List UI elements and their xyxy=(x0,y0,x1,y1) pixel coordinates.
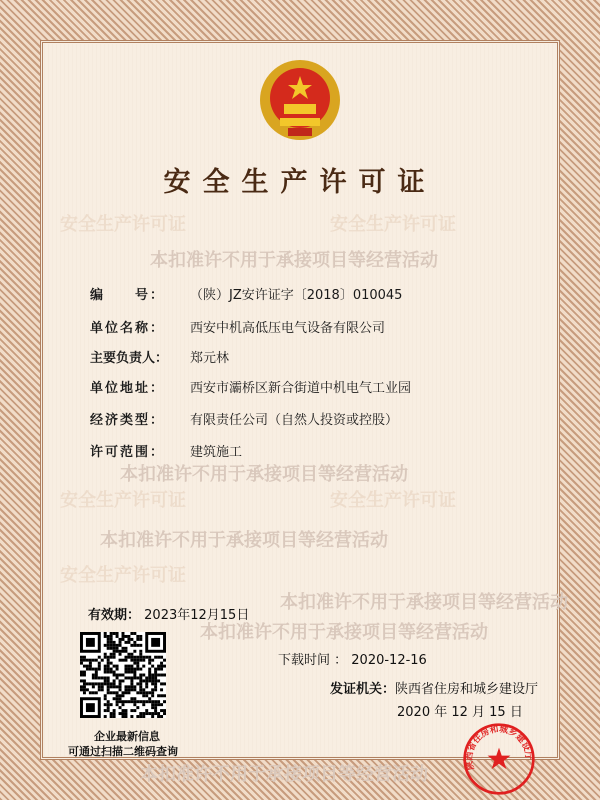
field-label: 主要负责人： xyxy=(90,351,169,366)
issuer-label: 发证机关： xyxy=(330,682,396,697)
validity-label: 有效期： xyxy=(88,608,141,623)
watermark: 本扣准许不用于承接项目等经营活动 xyxy=(150,250,438,271)
validity-value: 2023年12月15日 xyxy=(144,608,250,623)
watermark: 本扣准许不用于承接项目等经营活动 xyxy=(120,464,408,485)
watermark: 安全生产许可证 xyxy=(60,214,186,235)
qr-caption: 可通过扫描二维码查询 xyxy=(68,745,178,758)
watermark: 本扣准许不用于承接项目等经营活动 xyxy=(140,764,428,785)
download-value: 2020-12-16 xyxy=(351,653,427,668)
field-row xyxy=(90,347,229,366)
field-label: 许可范围： xyxy=(90,445,166,460)
download-label: 下载时间 ： xyxy=(278,653,348,668)
issuer xyxy=(330,678,538,697)
seal-text: 陕西省住房和城乡建设厅 xyxy=(464,724,534,771)
field-value: （陕）JZ安许证字〔2018〕010045 xyxy=(190,288,403,303)
issuer-value: 陕西省住房和城乡建设厅 xyxy=(395,682,539,697)
field-label: 单位地址： xyxy=(90,381,166,396)
validity xyxy=(88,604,249,623)
field-value: 有限责任公司（自然人投资或控股） xyxy=(190,413,399,428)
watermark: 本扣准许不用于承接项目等经营活动 xyxy=(200,622,488,643)
field-value: 郑元林 xyxy=(190,351,230,366)
qr-code[interactable] xyxy=(80,632,166,718)
field-value: 西安中机高低压电气设备有限公司 xyxy=(190,321,386,336)
national-emblem xyxy=(258,58,342,142)
field-label: 经济类型： xyxy=(90,413,166,428)
field-label: 编 号： xyxy=(90,288,166,303)
watermark: 本扣准许不用于承接项目等经营活动 xyxy=(280,592,568,613)
certificate-title: 安全生产许可证 xyxy=(163,167,437,198)
watermark: 本扣准许不用于承接项目等经营活动 xyxy=(100,530,388,551)
svg-text:陕西省住房和城乡建设厅 xyxy=(463,723,535,772)
watermark: 安全生产许可证 xyxy=(60,565,186,586)
field-value: 建筑施工 xyxy=(190,445,243,460)
watermark: 安全生产许可证 xyxy=(330,490,456,511)
watermark: 安全生产许可证 xyxy=(60,490,186,511)
official-seal xyxy=(462,722,536,796)
field-row xyxy=(90,284,402,303)
field-row xyxy=(90,409,398,428)
qr-caption: 企业最新信息 xyxy=(94,730,160,743)
issue-date: 2020 年 12 月 15 日 xyxy=(397,705,523,720)
field-label: 单位名称： xyxy=(90,321,166,336)
field-value: 西安市灞桥区新合街道中机电气工业园 xyxy=(190,381,412,396)
field-row xyxy=(90,317,385,336)
watermark: 安全生产许可证 xyxy=(330,214,456,235)
field-row xyxy=(90,377,411,396)
field-row xyxy=(90,441,242,460)
download-time xyxy=(278,649,427,668)
